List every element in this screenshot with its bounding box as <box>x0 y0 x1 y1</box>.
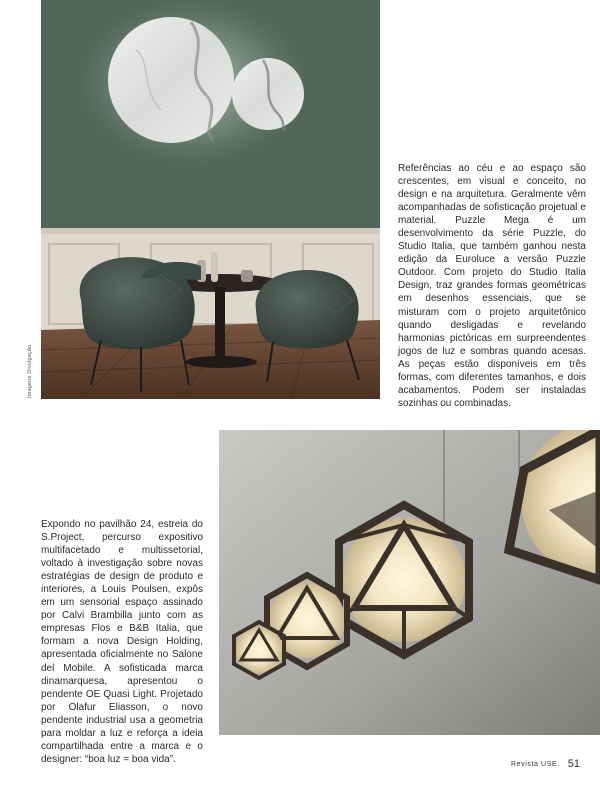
pendant-lamps-photo <box>219 430 600 735</box>
article-text-right: Referências ao céu e ao espaço são crescentes, em visual e conceito, no design e na arquitetura. Geralmente vêm acompanhadas de sofisticação projetual e material. Puzzle Mega é um desenvolvimento da série Puzzle, do Studio Italia, que também ganhou nesta edição da Euroluce a versão Puzzle Outdoor. Com projeto do Studio Italia Design, traz grandes formas geométricas em desenhos essenciais, que se misturam com o projeto arquitetônico quando desligadas e revelando harmonias pictóricas em surpreendentes jogos de luz e sombras quando acesas. As peças estão disponíveis em três formas, com diferentes tamanhos, e dois acabamentos. Podem ser instaladas sozinhas ou combinadas. <box>398 163 586 409</box>
interior-photo <box>41 0 380 399</box>
pendant-lamps-photo-art <box>219 430 600 735</box>
magazine-name: Revista USE. <box>510 761 560 768</box>
page-number: 51 <box>567 758 580 770</box>
article-text-left: Expondo no pavilhão 24, estreia do S.Project, percurso expositivo multifacetado e multissetorial, voltado à investigação sobre novas estratégias de design de produto e interiores, a Louis Poulsen, expôs em um sensorial espaço assinado por Calvi Brambilla junto com as empresas Flos e B&B Italia, que formam a nova Design Holding, apresentada oficialmente no Salone del Mobile. A sofisticada marca dinamarquesa, apresentou o pendente OE Quasi Light. Projetado por Olafur Eliasson, o novo pendente industrial usa a geometria para moldar a luz e reforça a ideia compartilhada entre a marca e o designer: “boa luz = boa vida”. <box>41 519 203 765</box>
interior-photo-art <box>41 0 380 399</box>
page-footer <box>511 758 580 770</box>
image-credit: Imagens Divulgação <box>27 344 33 398</box>
